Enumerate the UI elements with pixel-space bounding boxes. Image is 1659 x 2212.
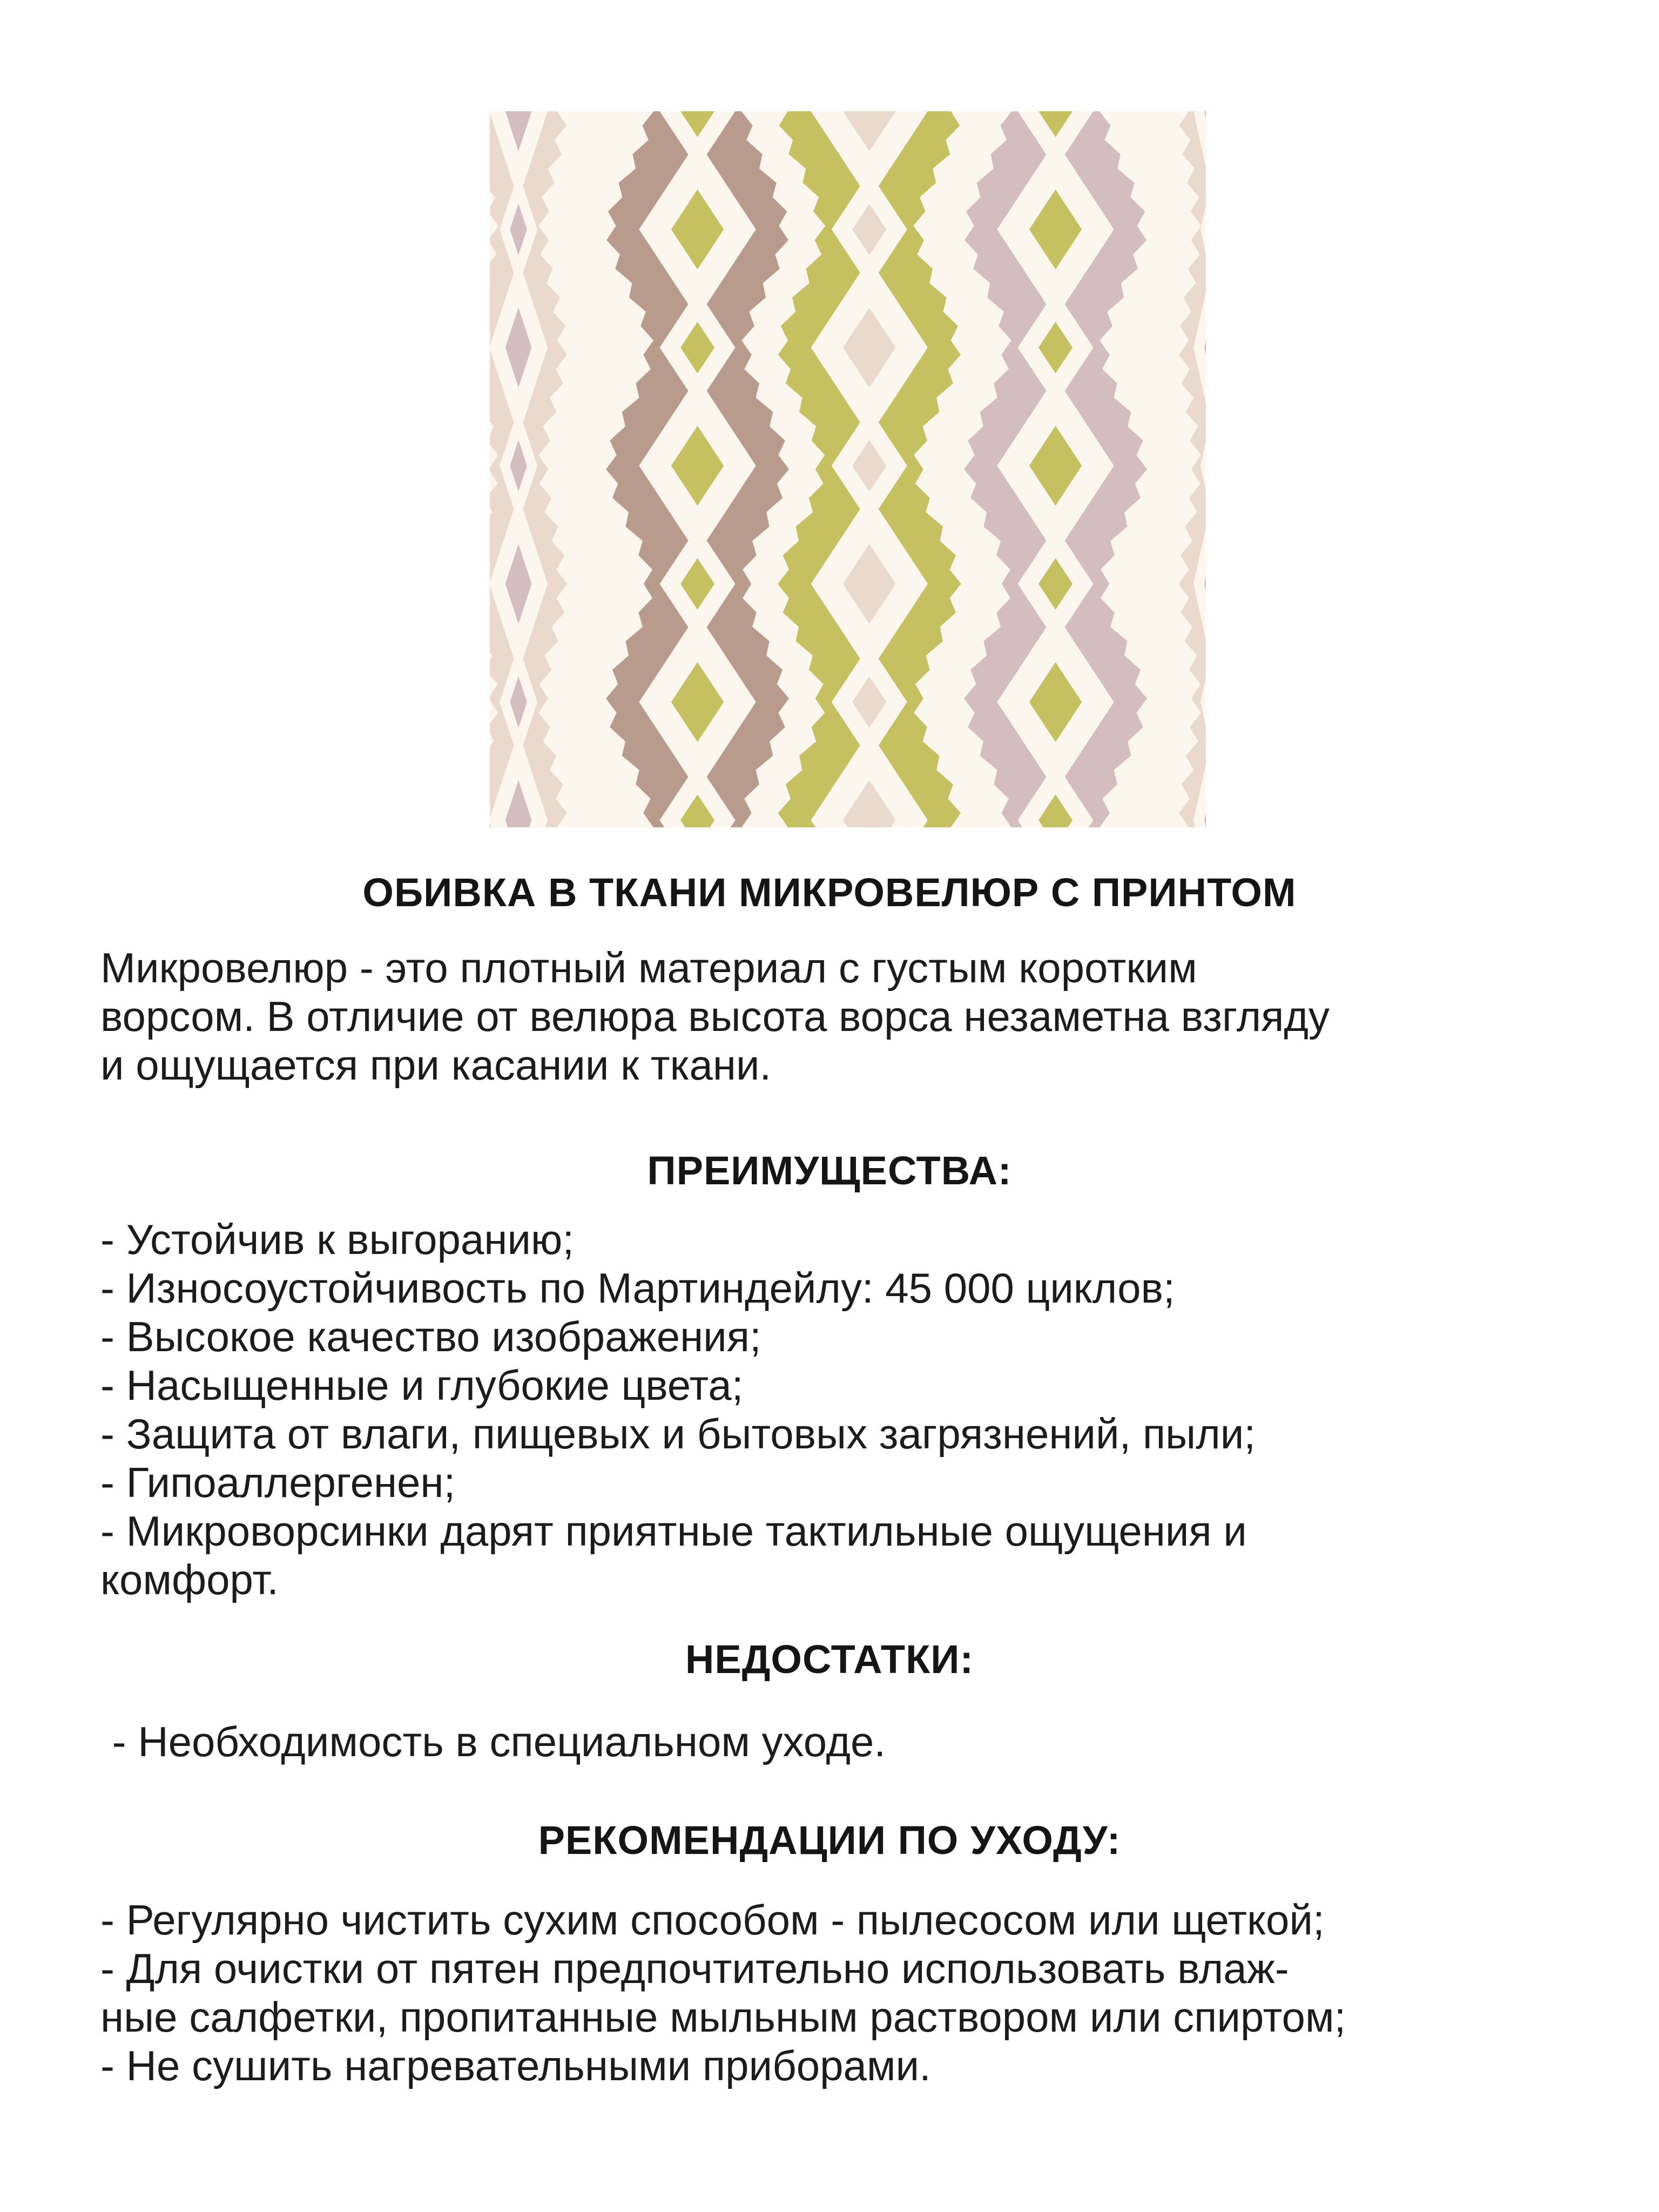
- disadvantages-list: [100, 1717, 1602, 1766]
- disadvantages-heading: НЕДОСТАТКИ:: [685, 1637, 974, 1682]
- care-item: ные салфетки, пропитанные мыльным раствором или спиртом;: [100, 1993, 1346, 2041]
- care-item: - Для очистки от пятен предпочтительно использовать влаж-: [100, 1945, 1289, 1992]
- fabric-swatch-image: [490, 111, 1206, 827]
- advantage-item: - Высокое качество изображения;: [100, 1313, 761, 1360]
- care-list: [100, 1896, 1602, 2090]
- advantage-item: - Гипоаллергенен;: [100, 1459, 456, 1506]
- title: ОБИВКА В ТКАНИ МИКРОВЕЛЮР С ПРИНТОМ: [362, 870, 1297, 915]
- advantage-item: - Микроворсинки дарят приятные тактильные ощущения и: [100, 1507, 1247, 1555]
- care-item: - Не сушить нагревательными приборами.: [100, 2042, 931, 2089]
- advantages-list: [100, 1215, 1602, 1604]
- advantage-item: - Износоустойчивость по Мартиндейлу: 45 000 циклов;: [100, 1264, 1175, 1312]
- intro-text: [100, 943, 1602, 1089]
- intro-line: Микровелюр - это плотный материал с густым коротким: [100, 944, 1197, 992]
- intro-line: и ощущается при касании к ткани.: [100, 1041, 772, 1089]
- disadvantage-item: - Необходимость в специальном уходе.: [100, 1718, 886, 1765]
- advantage-item: комфорт.: [100, 1556, 279, 1603]
- care-heading: РЕКОМЕНДАЦИИ ПО УХОДУ:: [538, 1818, 1121, 1863]
- advantage-item: - Защита от влаги, пищевых и бытовых загрязнений, пыли;: [100, 1410, 1256, 1458]
- care-item: - Регулярно чистить сухим способом - пылесосом или щеткой;: [100, 1896, 1325, 1944]
- advantage-item: - Устойчив к выгоранию;: [100, 1216, 575, 1263]
- advantages-heading: ПРЕИМУЩЕСТВА:: [647, 1148, 1012, 1193]
- advantage-item: - Насыщенные и глубокие цвета;: [100, 1361, 744, 1409]
- intro-line: ворсом. В отличие от велюра высота ворса незаметна взгляду: [100, 993, 1330, 1040]
